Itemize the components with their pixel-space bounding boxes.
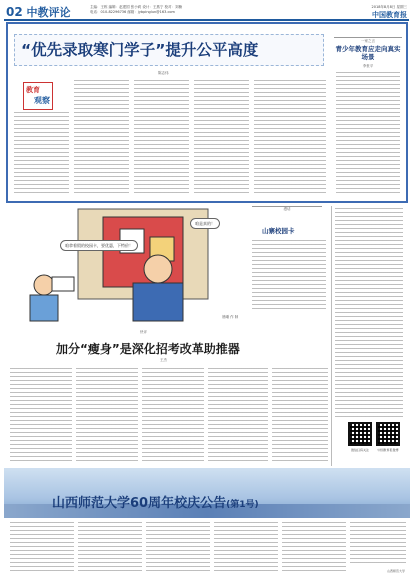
cartoon-text [252,240,326,310]
ad-signature: 山西师范大学 [386,569,405,573]
second-article-author: 王杰 [160,358,167,362]
cartoon-title[interactable]: 山寨校园卡 [262,227,295,235]
ad-text-col-1 [10,522,74,572]
ad-text-col-4 [214,522,278,572]
qr-code-wechat-icon[interactable] [348,422,372,446]
main-byline: 陈志伟 [158,71,169,75]
cartoon-speech-bubble-2: 咱是真的！ [190,218,220,229]
ad-text-col-3 [146,522,210,572]
cartoon-student-body [30,295,58,321]
ad-text-col-2 [78,522,142,572]
cartoon-student-face [34,275,54,295]
ad-text-col-6 [350,522,406,564]
right-column-text [335,208,403,418]
main-text-col-3 [134,80,189,196]
side-text [336,72,400,196]
side-column-author: 李世平 [362,64,374,68]
cartoon-section-label: 漫话 [252,206,322,212]
main-text-col-1 [14,112,69,196]
main-text-col-4 [194,80,249,196]
qr-caption-2: 中国教育报微博 [377,448,399,452]
column-logo-icon: 教育 观察 [23,82,53,110]
cartoon-credit: 晨曦 作 制 [222,315,239,319]
side-column-title[interactable]: 青少年教育应走向真实场景 [335,45,401,61]
main-text-col-5 [254,80,326,196]
second-text-col-2 [76,368,138,462]
main-text-col-2 [74,80,129,196]
page-number: 02 中教评论 [6,5,71,19]
second-text-col-1 [10,368,72,462]
cartoon-speech-bubble-1: 咱拿着假的校园卡，要优惠，下特价！ [60,240,138,251]
second-text-col-3 [142,368,204,462]
second-text-col-4 [208,368,268,462]
column-divider [331,206,332,466]
editor-info: 主编：王栋 编辑：赵建国 张小莉 设计：王燕宁 校对：刘楠 电话：010-82296736 邮箱：jybpinglun@163.com [90,5,182,14]
qr-caption-1: 微信扫码关注 [350,448,369,452]
main-headline[interactable]: “优先录取寒门学子”提升公平高度 [14,34,324,66]
second-article-title[interactable]: 加分“瘦身”是深化招考改革助推器 [56,342,240,356]
masthead-right [372,5,407,20]
cartoon-body [133,283,183,321]
ad-title[interactable]: 山西师范大学60周年校庆公告(第1号) [52,496,259,511]
second-article-label: 快评 [140,330,147,334]
issue-date: 2018年8月8日 星期三 [371,5,407,9]
second-text-col-5 [272,368,328,462]
page-header [4,3,409,21]
cartoon-face [144,255,172,283]
side-column-label: 一家之言 [334,37,402,44]
qr-code-weibo-icon[interactable] [376,422,400,446]
paper-name: 中国教育报 [372,10,407,19]
ad-text-col-5 [282,522,346,572]
cartoon-fake-card [52,277,74,291]
